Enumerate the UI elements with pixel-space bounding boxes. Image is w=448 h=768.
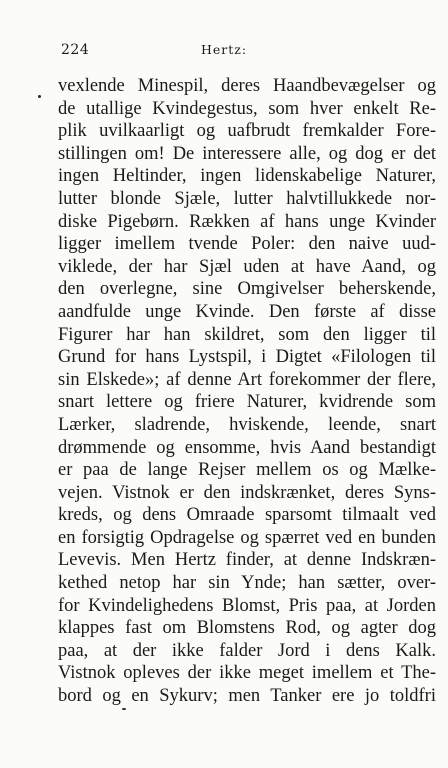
text-line: paa, at der ikke falder Jord i dens Kalk. (58, 640, 436, 661)
text-line: vejen. Vistnok er den indskrænket, deres Syns- (58, 482, 436, 503)
text-line: Levevis. Men Hertz finder, at denne Indskræn- (58, 550, 436, 571)
text-line: for Kvindelighedens Blomst, Pris paa, at Jorden (58, 595, 436, 616)
body-text (58, 75, 436, 708)
ink-speck (122, 708, 126, 710)
text-line: plik uvilkaarligt og uafbrudt fremkalder Fore- (58, 121, 436, 142)
text-line: kreds, og dens Omraade sparsomt tilmaalt ved (58, 505, 436, 526)
ink-speck (38, 95, 41, 98)
text-line: diske Pigebørn. Rækken af hans unge Kvinder (58, 211, 436, 232)
text-line: vexlende Minespil, deres Haandbevægelser og (58, 76, 436, 96)
text-line: ligger imellem tvende Poler: den naive uud- (58, 234, 436, 255)
text-line: aandfulde unge Kvinde. Den første af disse (58, 301, 436, 322)
text-line: bord og en Sykurv; men Tanker ere jo toldfri (58, 686, 436, 707)
text-line: viklede, der har Sjæl uden at have Aand, og (58, 256, 436, 277)
text-line: lutter blonde Sjæle, lutter halvtillukkede nor- (58, 188, 436, 209)
text-line: Lærker, sladrende, hviskende, leende, snart (58, 414, 436, 435)
text-line: ingen Heltinder, ingen lidenskabelige Naturer, (58, 166, 436, 187)
page-number: 224 (61, 42, 90, 58)
text-line: sin Elskede»; af denne Art forekommer der flere, (58, 369, 436, 390)
text-line: kethed netop har sin Ynde; han sætter, over- (58, 573, 436, 594)
text-line: stillingen om! De interessere alle, og dog er det (58, 143, 436, 164)
text-line: de utallige Kvindegestus, som hver enkelt Re- (58, 98, 436, 119)
text-line: Figurer har han skildret, som den ligger til (58, 324, 436, 345)
text-line: Vistnok opleves der ikke meget imellem et The- (58, 663, 436, 684)
text-line: Grund for hans Lystspil, i Digtet «Filologen til (58, 347, 436, 368)
text-line: snart lettere og friere Naturer, kvidrende som (58, 392, 436, 413)
text-line: en forsigtig Opdragelse og spærret ved en bunden (58, 527, 436, 548)
text-line: er paa de lange Rejser mellem os og Mælke- (58, 460, 436, 481)
running-head: Hertz: (200, 42, 248, 57)
text-line: klappes fast om Blomstens Rod, og agter dog (58, 618, 436, 639)
text-line: den overlegne, sine Omgivelser beherskende, (58, 279, 436, 300)
text-line: drømmende og ensomme, hvis Aand bestandigt (58, 437, 436, 458)
